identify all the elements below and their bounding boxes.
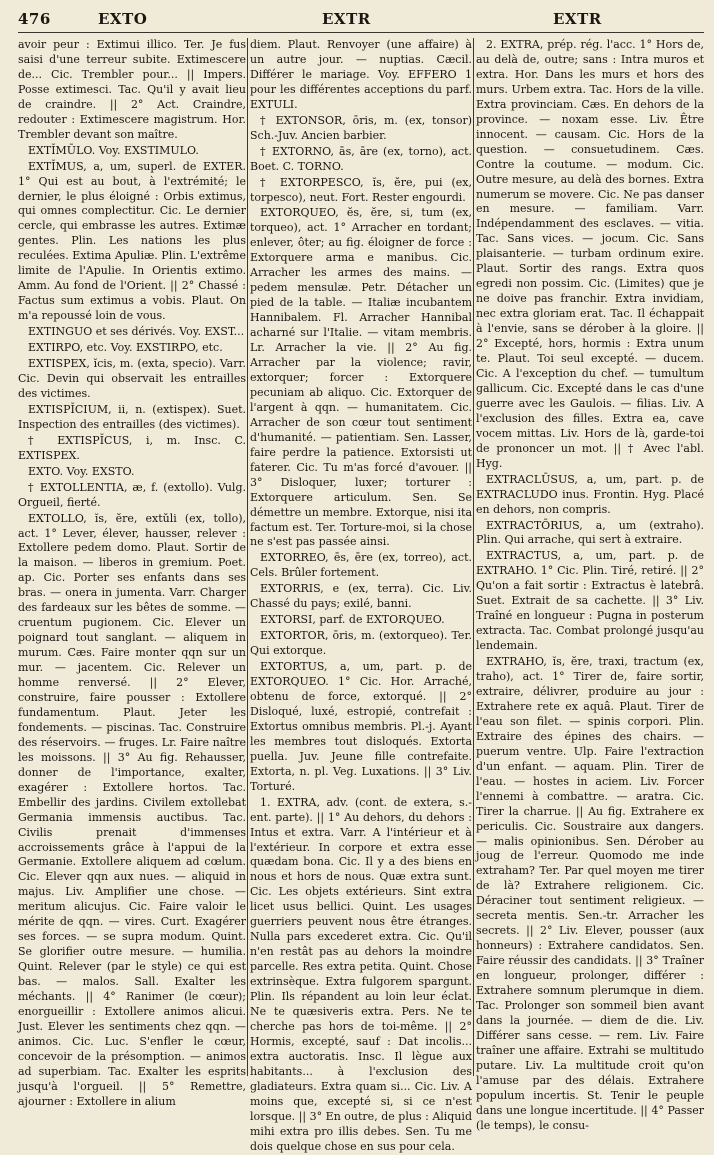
- header-rule: [18, 32, 704, 33]
- dictionary-entry: EXTISPEX, ĭcis, m. (exta, specio). Varr. Cic. Devin qui observait les entrailles des victimes.: [18, 357, 246, 400]
- dictionary-entry: avoir peur : Extimui illico. Ter. Je fus saisi d'une terreur subite. Extimescere de... Cic. Trembler pour... || Impers. Posse extimesci. Tac. Qu'il y avait lieu de craindre. || 2° Act. Craindre, redouter : Extimescere magistrum. Hor. Trembler devant son maître.: [18, 38, 246, 141]
- dictionary-entry: EXTORSI, parf. de EXTORQUEO.: [260, 613, 445, 627]
- dictionary-entry: EXTĬMŪLO. Voy. EXSTIMULO.: [28, 143, 199, 157]
- dictionary-entry: † EXTORNO, ās, āre (ex, torno), act. Boet. C. TORNO.: [250, 144, 472, 173]
- dictionary-entry: EXTORQUEO, ĕs, ĕre, si, tum (ex, torqueo), act. 1° Arracher en tordant; enlever, ôter; au fig. éloigner de force : Extorquere arma e manibus. Cic. Arracher les armes des mains. — pedem mensulæ. Petr. Détacher un pied de la table. — Italiæ incubantem Hannibalem. Fl. Arracher Hannibal acharné sur l'Italie. — vitam membris. Lr. Arracher la vie. || 2° Au fig. Arracher par la violence; ravir, extorquer; forcer : Extorquere pecuniam ab aliquo. Cic. Extorquer de l'argent à qqn. — humanitatem. Cic. Arracher de son cœur tout sentiment d'humanité. — patientiam. Sen. Lasser, faire perdre la patience. Extorsisti ut faterer. Cic. Tu m'as forcé d'avouer. || 3° Disloquer, luxer; torturer : Extorquere articulum. Sen. Se démettre un membre. Extorque, nisi ita factum est. Ter. Torture-moi, si la chose ne s'est pas passée ainsi.: [250, 206, 472, 549]
- dictionary-entry: EXTOLLO, ĭs, ĕre, extŭli (ex, tollo), act. 1° Lever, élever, hausser, relever : Extollere pedem domo. Plaut. Sortir de la maison. — liberos in gremium. Poet. ap. Cic. Porter ses enfants dans ses bras. — onera in jumenta. Varr. Charger des fardeaux sur les bêtes de somme. — cruentum pugionem. Cic. Elever un poignard tout sanglant. — aliquem in murum. Cæs. Faire monter qqn sur un mur. — jacentem. Cic. Relever un homme renversé. || 2° Elever, construire, faire pousser : Extollere fundamentum. Plaut. Jeter les fondements. — piscinas. Tac. Construire des réservoirs. — fruges. Lr. Faire naître les moissons. || 3° Au fig. Rehausser, donner de l'importance, exalter, exagérer : Extollere hortos. Tac. Embellir des jardins. Civilem extollebat Germania immensis auctibus. Tac. Civilis prenait d'immenses accroissements grâce à l'appui de la Germanie. Extollere aliquem ad cœlum. Cic. Elever qqn aux nues. — aliquid in majus. Liv. Amplifier une chose. — meritum alicujus. Cic. Faire valoir le mérite de qqn. — vires. Curt. Exagérer ses forces. — se supra modum. Quint. Se glorifier outre mesure. — humilia. Quint. Relever (par le style) ce qui est bas. — malos. Sall. Exalter les méchants. || 4° Ranimer (le cœur); enorgueillir : Extollere animos alicui. Just. Elever les sentiments chez qqn. — animos. Cic. Luc. S'enfler le cœur, concevoir de la présomption. — animos ad superbiam. Tac. Exalter les esprits jusqu'à l'orgueil. || 5° Remettre, ajourner : Extollere in alium: [18, 511, 246, 1108]
- dictionary-entry: EXTORREO, ēs, ēre (ex, torreo), act. Cels. Brûler fortement.: [250, 551, 472, 580]
- column-middle: [250, 38, 472, 1153]
- dictionary-entry: EXTRACTŌRIUS, a, um (extraho). Plin. Qui arrache, qui sert à extraire.: [476, 518, 704, 547]
- dictionary-entry: † EXTORPESCO, ĭs, ĕre, pui (ex, torpesco), neut. Fort. Rester engourdi.: [250, 175, 472, 204]
- dictionary-entry: EXTISPĬCIUM, ii, n. (extispex). Suet. Inspection des entrailles (des victimes).: [18, 402, 246, 431]
- guide-word-center: EXTR: [322, 10, 371, 28]
- dictionary-entry: EXTIRPO, etc. Voy. EXSTIRPO, etc.: [28, 341, 223, 355]
- dictionary-entry: EXTO. Voy. EXSTO.: [28, 464, 135, 478]
- dictionary-entry: 2. EXTRA, prép. rég. l'acc. 1° Hors de, au delà de, outre; sans : Intra muros et extra. Hor. Dans les murs et hors des murs. Urbem extra. Tac. Hors de la ville. Extra provinciam. Cæs. En dehors de la province. — noxam esse. Liv. Être innocent. — causam. Cic. Hors de la question. — consuetudinem. Cæs. Contre la coutume. — modum. Cic. Outre mesure, au delà des bornes. Extra numerum se movere. Cic. Ne pas danser en mesure. — familiam. Varr. Indépendamment des esclaves. — vitia. Tac. Sans vices. — jocum. Cic. Sans plaisanterie. — turbam ordinum exire. Plaut. Sortir des rangs. Extra quos egredi non possim. Cic. (Limites) que je ne doive pas franchir. Extra invidiam, nec extra gloriam erat. Tac. Il échappait à l'envie, sans se dérober à la gloire. || 2° Excepté, hors, hormis : Extra unum te. Plaut. Toi seul excepté. — ducem. Cic. A l'exception du chef. — tumultum gallicum. Cic. Excepté dans le cas d'une guerre avec les Gaulois. — filias. Liv. A l'exclusion des filles. Extra ea, cave vocem mittas. Liv. Hors de là, garde-toi de prononcer un mot. || † Avec l'abl. Hyg.: [476, 38, 704, 470]
- dictionary-entry: 1. EXTRA, adv. (cont. de extera, s.-ent. parte). || 1° Au dehors, du dehors : Intus et extra. Varr. A l'intérieur et à l'extérieur. In corpore et extra esse quædam bona. Cic. Il y a des biens en nous et hors de nous. Quæ extra sunt. Cic. Les objets extérieurs. Sint extra licet usus bellici. Quint. Les usages guerriers peuvent nous être étranges. Nulla pars excederet extra. Cic. Qu'il n'en restât pas au dehors la moindre parcelle. Res extra petita. Quint. Chose extrinsèque. Extra fulgorem spargunt. Plin. Ils répandent au loin leur éclat. Ne te quæsiveris extra. Pers. Ne te cherche pas hors de toi-même. || 2° Hormis, excepté, sauf : Dat incolis... extra auctoratis. Insc. Il lègue aux habitants... à l'exclusion des gladiateurs. Extra quam si... Cic. Liv. A moins que, excepté si, si ce n'est lorsque. || 3° En outre, de plus : Aliquid mihi extra pro illis debes. Sen. Tu me dois quelque chose en sus pour cela.: [250, 795, 472, 1153]
- dictionary-entry: EXTRAHO, ĭs, ĕre, traxi, tractum (ex, traho), act. 1° Tirer de, faire sortir, extraire, délivrer, produire au jour : Extrahere rete ex aquâ. Plaut. Tirer de l'eau son filet. — spinis corpori. Plin. Extraire des épines des chairs. — puerum ventre. Ulp. Faire l'extraction d'un enfant. — aquam. Plin. Tirer de l'eau. — hostes in aciem. Liv. Forcer l'ennemi à combattre. — aratra. Cic. Tirer la charrue. || Au fig. Extrahere ex periculis. Cic. Soustraire aux dangers. — malis opinionibus. Sen. Dérober au joug de l'erreur. Quomodo me inde extraham? Ter. Par quel moyen me tirer de là? Extrahere religionem. Cic. Déraciner tout sentiment religieux. — secreta mentis. Sen.-tr. Arracher les secrets. || 2° Liv. Elever, pousser (aux honneurs) : Extrahere candidatos. Sen. Faire réussir des candidats. || 3° Traîner en longueur, prolonger, différer : Extrahere somnum plerumque in diem. Tac. Prolonger son sommeil bien avant dans la journée. — diem de die. Liv. Différer sans cesse. — rem. Liv. Faire traîner une affaire. Extrahi se multitudo putare. Liv. La multitude croit qu'on l'amuse par des délais. Extrahere populum incertis. St. Tenir le peuple dans une longue incertitude. || 4° Passer (le temps), le consu-: [476, 655, 704, 1132]
- column-divider: [247, 38, 248, 1076]
- dictionary-entry: diem. Plaut. Renvoyer (une affaire) à un autre jour. — nuptias. Cæcil. Différer le mariage. Voy. EFFERO 1 pour les différentes acceptions du parf. EXTULI.: [250, 38, 472, 111]
- dictionary-entry: EXTĬMUS, a, um, superl. de EXTER. 1° Qui est au bout, à l'extrémité; le dernier, le plus éloigné : Orbis extimus, qui omnes complectitur. Cic. Le dernier cercle, qui embrasse les autres. Extimæ gentes. Plin. Les nations les plus reculées. Extima Apuliæ. Plin. L'extrême limite de l'Apulie. In Orientis extimo. Amm. Au fond de l'Orient. || 2° Chassé : Factus sum extimus a vobis. Plaut. On m'a repoussé loin de vous.: [18, 159, 246, 323]
- guide-word-left: EXTO: [98, 10, 148, 28]
- column-right: [476, 38, 704, 1132]
- dictionary-entry: EXTORTUS, a, um, part. p. de EXTORQUEO. 1° Cic. Hor. Arraché, obtenu de force, extorqué. || 2° Disloqué, luxé, estropié, contrefait : Extortus omnibus membris. Pl.-j. Ayant les membres tout disloqués. Extorta puella. Juv. Jeune fille contrefaite. Extorta, n. pl. Veg. Luxations. || 3° Liv. Torturé.: [250, 660, 472, 793]
- page-number: 476: [18, 10, 51, 28]
- column-divider: [473, 38, 474, 1076]
- dictionary-entry: † EXTONSOR, ōris, m. (ex, tonsor) Sch.-Juv. Ancien barbier.: [250, 113, 472, 142]
- dictionary-entry: EXTINGUO et ses dérivés. Voy. EXST...: [28, 325, 245, 339]
- dictionary-entry: EXTORTOR, ōris, m. (extorqueo). Ter. Qui extorque.: [250, 629, 472, 658]
- column-left: [18, 38, 246, 1108]
- dictionary-entry: EXTORRIS, e (ex, terra). Cic. Liv. Chassé du pays; exilé, banni.: [250, 582, 472, 611]
- dictionary-entry: † EXTISPĬCUS, i, m. Insc. C. EXTISPEX.: [18, 433, 246, 462]
- dictionary-entry: EXTRACLŪSUS, a, um, part. p. de EXTRACLUDO inus. Frontin. Hyg. Placé en dehors, non compris.: [476, 472, 704, 516]
- guide-word-right: EXTR: [553, 10, 602, 28]
- dictionary-entry: † EXTOLLENTIA, æ, f. (extollo). Vulg. Orgueil, fierté.: [18, 480, 246, 509]
- dictionary-entry: EXTRACTUS, a, um, part. p. de EXTRAHO. 1° Cic. Plin. Tiré, retiré. || 2° Qu'on a fait sortir : Extractus è latebrâ. Suet. Extrait de sa cachette. || 3° Liv. Traîné en longueur : Pugna in posterum extracta. Tac. Combat prolongé jusqu'au lendemain.: [476, 549, 704, 653]
